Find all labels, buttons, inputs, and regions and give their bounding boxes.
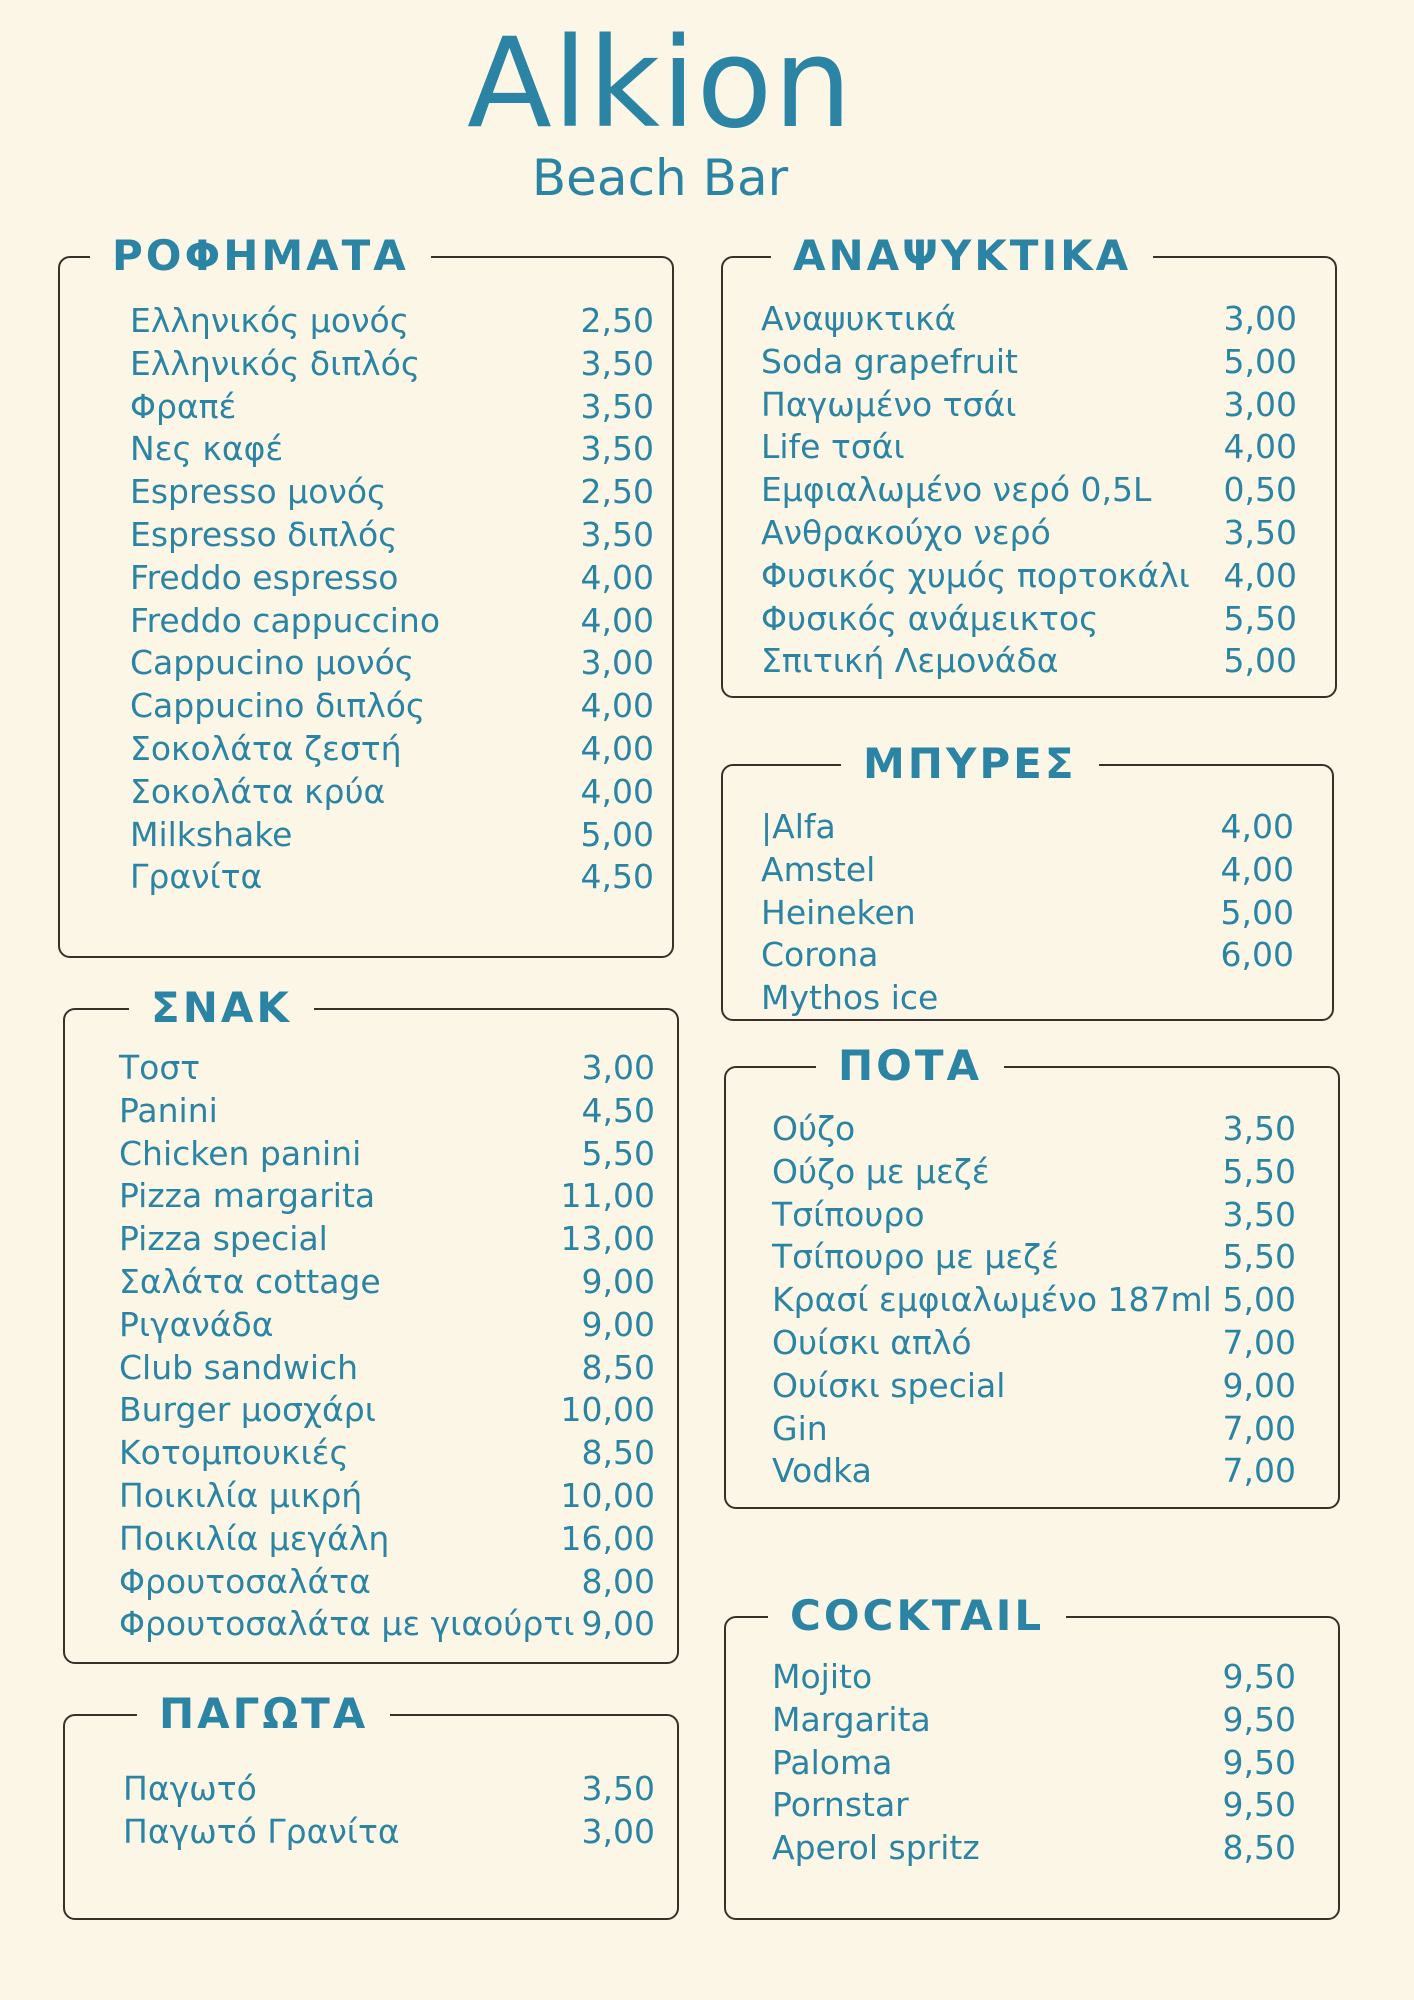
menu-item (130, 642, 654, 685)
menu-item-price: 4,00 (580, 728, 654, 768)
section-pagota (63, 1689, 679, 1920)
menu-item-name: Παγωτό Γρανίτα (123, 1811, 400, 1851)
item-list (119, 1047, 655, 1646)
menu-item-price: 2,50 (580, 301, 654, 340)
menu-item-price: 5,00 (1220, 892, 1294, 932)
item-list (772, 1656, 1296, 1870)
menu-item-name: Σοκολάτα κρύα (130, 771, 386, 811)
menu-item-name: Σαλάτα cottage (119, 1261, 381, 1301)
menu-item (772, 1279, 1296, 1322)
menu-item-name: Φυσικός ανάμεικτος (761, 598, 1099, 638)
menu-item (761, 849, 1294, 892)
menu-item-price: 5,00 (1223, 641, 1297, 681)
menu-item-price: 3,50 (581, 1769, 655, 1808)
menu-item-name: Σοκολάτα ζεστή (130, 728, 402, 768)
menu-item-price: 3,50 (580, 343, 654, 383)
menu-item-name: Life τσάι (761, 427, 905, 467)
menu-item-name: Paloma (772, 1742, 893, 1782)
menu-item-name: Ποικιλία μικρή (119, 1475, 363, 1515)
menu-item-price: 8,50 (581, 1433, 655, 1473)
section-title-byres: ΜΠΥΡΕΣ (841, 740, 1099, 788)
menu-item (130, 771, 654, 814)
menu-item-name: Νες καφέ (130, 429, 284, 469)
menu-item (761, 977, 1294, 1020)
menu-item-name: Φυσικός χυμός πορτοκάλι (761, 555, 1190, 595)
brand-subtitle: Beach Bar (531, 149, 789, 207)
menu-item-name: Corona (761, 935, 879, 975)
menu-item-name: Pornstar (772, 1785, 909, 1825)
menu-item-name: Cappucino διπλός (130, 686, 426, 726)
menu-item-price: 4,00 (580, 771, 654, 811)
menu-item (119, 1603, 655, 1646)
menu-item-name: Παγωτό (123, 1769, 257, 1808)
menu-item-name: Ουίσκι special (772, 1365, 1006, 1405)
menu-item-price: 6,00 (1220, 935, 1294, 975)
menu-item (130, 600, 654, 643)
menu-item-name: Ουίσκι απλό (772, 1322, 972, 1362)
menu-item-price: 8,00 (581, 1561, 655, 1601)
menu-item-name: Αναψυκτικά (761, 299, 957, 338)
menu-item (130, 728, 654, 771)
section-byres (721, 739, 1334, 1021)
menu-item-price: 7,00 (1222, 1408, 1296, 1448)
menu-item-name: Ούζο (772, 1109, 856, 1148)
menu-item (119, 1432, 655, 1475)
menu-item (761, 512, 1297, 555)
menu-item-price: 9,00 (581, 1261, 655, 1301)
menu-item-price: 10,00 (560, 1390, 655, 1430)
menu-item (772, 1784, 1296, 1827)
menu-item-price: 5,50 (1222, 1237, 1296, 1277)
menu-item-price: 4,50 (581, 1090, 655, 1130)
menu-item-name: Τοστ (119, 1048, 201, 1087)
menu-item (130, 514, 654, 557)
menu-item-name: Freddo cappuccino (130, 600, 441, 640)
menu-item-price: 8,50 (1222, 1828, 1296, 1868)
menu-item (772, 1108, 1296, 1151)
section-pota (724, 1041, 1340, 1509)
menu-item-price: 3,00 (580, 643, 654, 683)
menu-item-price: 3,50 (1222, 1109, 1296, 1148)
menu-item (761, 555, 1297, 598)
menu-item-name: Ελληνικός διπλός (130, 343, 421, 383)
menu-item-price: 7,00 (1222, 1451, 1296, 1491)
menu-item (761, 598, 1297, 641)
menu-item-price: 9,50 (1222, 1785, 1296, 1825)
menu-item-price: 11,00 (560, 1176, 655, 1216)
menu-item (130, 343, 654, 386)
menu-item-name: Vodka (772, 1451, 872, 1491)
menu-item-price: 8,50 (581, 1347, 655, 1387)
brand-title: Alkion (467, 12, 853, 156)
menu-item-price: 9,00 (581, 1304, 655, 1344)
menu-item-name: Γρανίτα (130, 857, 263, 897)
menu-item-price: 4,50 (580, 857, 654, 897)
menu-item-price: 9,00 (581, 1604, 655, 1644)
menu-item-name: Mojito (772, 1657, 873, 1696)
menu-item-name: Τσίπουρο (772, 1194, 925, 1234)
menu-item (130, 428, 654, 471)
menu-item (761, 341, 1297, 384)
menu-item (772, 1450, 1296, 1493)
item-list (761, 298, 1297, 683)
menu-item-price: 3,50 (580, 429, 654, 469)
menu-item-price: 0,50 (1223, 470, 1297, 510)
menu-item-price: 10,00 (560, 1475, 655, 1515)
menu-item (772, 1827, 1296, 1870)
menu-item-name: Milkshake (130, 814, 293, 854)
menu-item (772, 1699, 1296, 1742)
menu-item-price: 3,00 (1223, 299, 1297, 338)
menu-item-price: 5,00 (1222, 1280, 1296, 1320)
menu-item-name: Cappucino μονός (130, 643, 415, 683)
section-anapsyktika (721, 231, 1337, 698)
menu-item-price: 5,50 (1222, 1151, 1296, 1191)
menu-item (119, 1518, 655, 1561)
menu-item-price: 4,00 (1223, 427, 1297, 467)
menu-item (119, 1389, 655, 1432)
menu-item-name: Club sandwich (119, 1347, 359, 1387)
menu-item (772, 1151, 1296, 1194)
menu-item-price: 3,00 (581, 1048, 655, 1087)
menu-item-name: Soda grapefruit (761, 341, 1018, 381)
menu-item (761, 384, 1297, 427)
menu-item (761, 426, 1297, 469)
section-title-rofimata: ΡΟΦΗΜΑΤΑ (90, 232, 431, 280)
menu-item (119, 1218, 655, 1261)
menu-item (130, 856, 654, 899)
menu-item (761, 640, 1297, 683)
menu-item-name: Pizza margarita (119, 1176, 376, 1216)
menu-item (119, 1175, 655, 1218)
section-title-pota: ΠΟΤΑ (816, 1042, 1004, 1090)
menu-item-price: 9,50 (1222, 1699, 1296, 1739)
menu-item-name: Freddo espresso (130, 557, 399, 597)
menu-item-name: Κοτομπουκιές (119, 1433, 349, 1473)
menu-item-name: Heineken (761, 892, 916, 932)
menu-item (119, 1261, 655, 1304)
menu-item-name: Ελληνικός μονός (130, 301, 410, 340)
menu-item (130, 471, 654, 514)
menu-item-price: 4,00 (1220, 807, 1294, 846)
menu-item (772, 1742, 1296, 1785)
item-list (761, 806, 1294, 1020)
menu-item (130, 557, 654, 600)
menu-item-name: Τσίπουρο με μεζέ (772, 1237, 1059, 1277)
menu-item-price: 3,50 (1222, 1194, 1296, 1234)
menu-item-name: Ανθρακούχο νερό (761, 512, 1051, 552)
menu-item-price: 7,00 (1222, 1322, 1296, 1362)
menu-item-price: 5,00 (1223, 341, 1297, 381)
section-snak (63, 983, 679, 1664)
menu-item-price: 9,50 (1222, 1657, 1296, 1696)
menu-item-name: Ποικιλία μεγάλη (119, 1518, 390, 1558)
menu-item-price: 3,00 (581, 1811, 655, 1851)
menu-item-name: Chicken panini (119, 1133, 362, 1173)
menu-item-price: 3,50 (580, 386, 654, 426)
menu-item-name: Παγωμένο τσάι (761, 384, 1017, 424)
menu-item-price: 2,50 (580, 472, 654, 512)
menu-item-name: Amstel (761, 849, 876, 889)
menu-item-name: Aperol spritz (772, 1828, 980, 1868)
menu-item (772, 1194, 1296, 1237)
menu-item (761, 298, 1297, 341)
menu-item (119, 1561, 655, 1604)
menu-item-name: Ριγανάδα (119, 1304, 274, 1344)
menu-item-name: |Alfa (761, 807, 836, 846)
menu-item-name: Κρασί εμφιαλωμένο 187ml (772, 1280, 1212, 1320)
menu-item (761, 934, 1294, 977)
menu-item (119, 1347, 655, 1390)
menu-item-price: 3,50 (1223, 512, 1297, 552)
item-list (772, 1108, 1296, 1493)
menu-item-price: 9,50 (1222, 1742, 1296, 1782)
menu-item (119, 1133, 655, 1176)
menu-item (123, 1768, 655, 1811)
menu-item (772, 1236, 1296, 1279)
menu-item-price: 16,00 (560, 1518, 655, 1558)
menu-item-name: Margarita (772, 1699, 931, 1739)
menu-item-name: Σπιτική Λεμονάδα (761, 641, 1059, 681)
menu-item-name: Εμφιαλωμένο νερό 0,5L (761, 470, 1152, 510)
menu-item-price: 4,00 (580, 557, 654, 597)
menu-item-price: 5,00 (580, 814, 654, 854)
menu-item-name: Panini (119, 1090, 218, 1130)
menu-item-name: Espresso μονός (130, 472, 387, 512)
menu-item-name: Ούζο με μεζέ (772, 1151, 990, 1191)
menu-item-price: 5,50 (581, 1133, 655, 1173)
menu-item-name: Φραπέ (130, 386, 237, 426)
menu-item (119, 1047, 655, 1090)
menu-item (119, 1090, 655, 1133)
menu-item (761, 469, 1297, 512)
menu-item-price: 9,00 (1222, 1365, 1296, 1405)
menu-item-name: Pizza special (119, 1219, 328, 1259)
menu-item-price: 3,50 (580, 514, 654, 554)
menu-item-price: 5,50 (1223, 598, 1297, 638)
menu-item-name: Gin (772, 1408, 828, 1448)
menu-item-name: Espresso διπλός (130, 514, 398, 554)
menu-item (130, 300, 654, 343)
item-list (123, 1768, 655, 1854)
menu-item (123, 1811, 655, 1854)
menu-item (772, 1322, 1296, 1365)
menu-item-name: Φρουτοσαλάτα με γιαούρτι (119, 1604, 575, 1644)
menu-item (761, 806, 1294, 849)
menu-item-name: Φρουτοσαλάτα (119, 1561, 371, 1601)
section-rofimata (58, 231, 674, 958)
menu-item (119, 1304, 655, 1347)
section-title-snak: ΣΝΑΚ (129, 984, 314, 1032)
menu-item-name: Mythos ice (761, 978, 939, 1018)
section-title-cocktail: COCKTAIL (768, 1592, 1066, 1640)
menu-item-price: 4,00 (580, 686, 654, 726)
menu-item-name: Burger μοσχάρι (119, 1390, 376, 1430)
menu-item-price: 4,00 (580, 600, 654, 640)
section-cocktail (724, 1591, 1340, 1920)
menu-item (761, 892, 1294, 935)
menu-item-price: 13,00 (560, 1219, 655, 1259)
menu-item-price: 4,00 (1220, 849, 1294, 889)
menu-item (130, 814, 654, 857)
menu-item (130, 386, 654, 429)
menu-item (130, 685, 654, 728)
menu-item-price: 4,00 (1223, 555, 1297, 595)
item-list (130, 300, 654, 899)
menu-item (772, 1656, 1296, 1699)
menu-item (772, 1365, 1296, 1408)
menu-item-price: 3,00 (1223, 384, 1297, 424)
menu-item (119, 1475, 655, 1518)
section-title-pagota: ΠΑΓΩΤΑ (137, 1690, 390, 1738)
section-title-anapsyktika: ΑΝΑΨΥΚΤΙΚΑ (771, 232, 1153, 280)
menu-item (772, 1408, 1296, 1451)
